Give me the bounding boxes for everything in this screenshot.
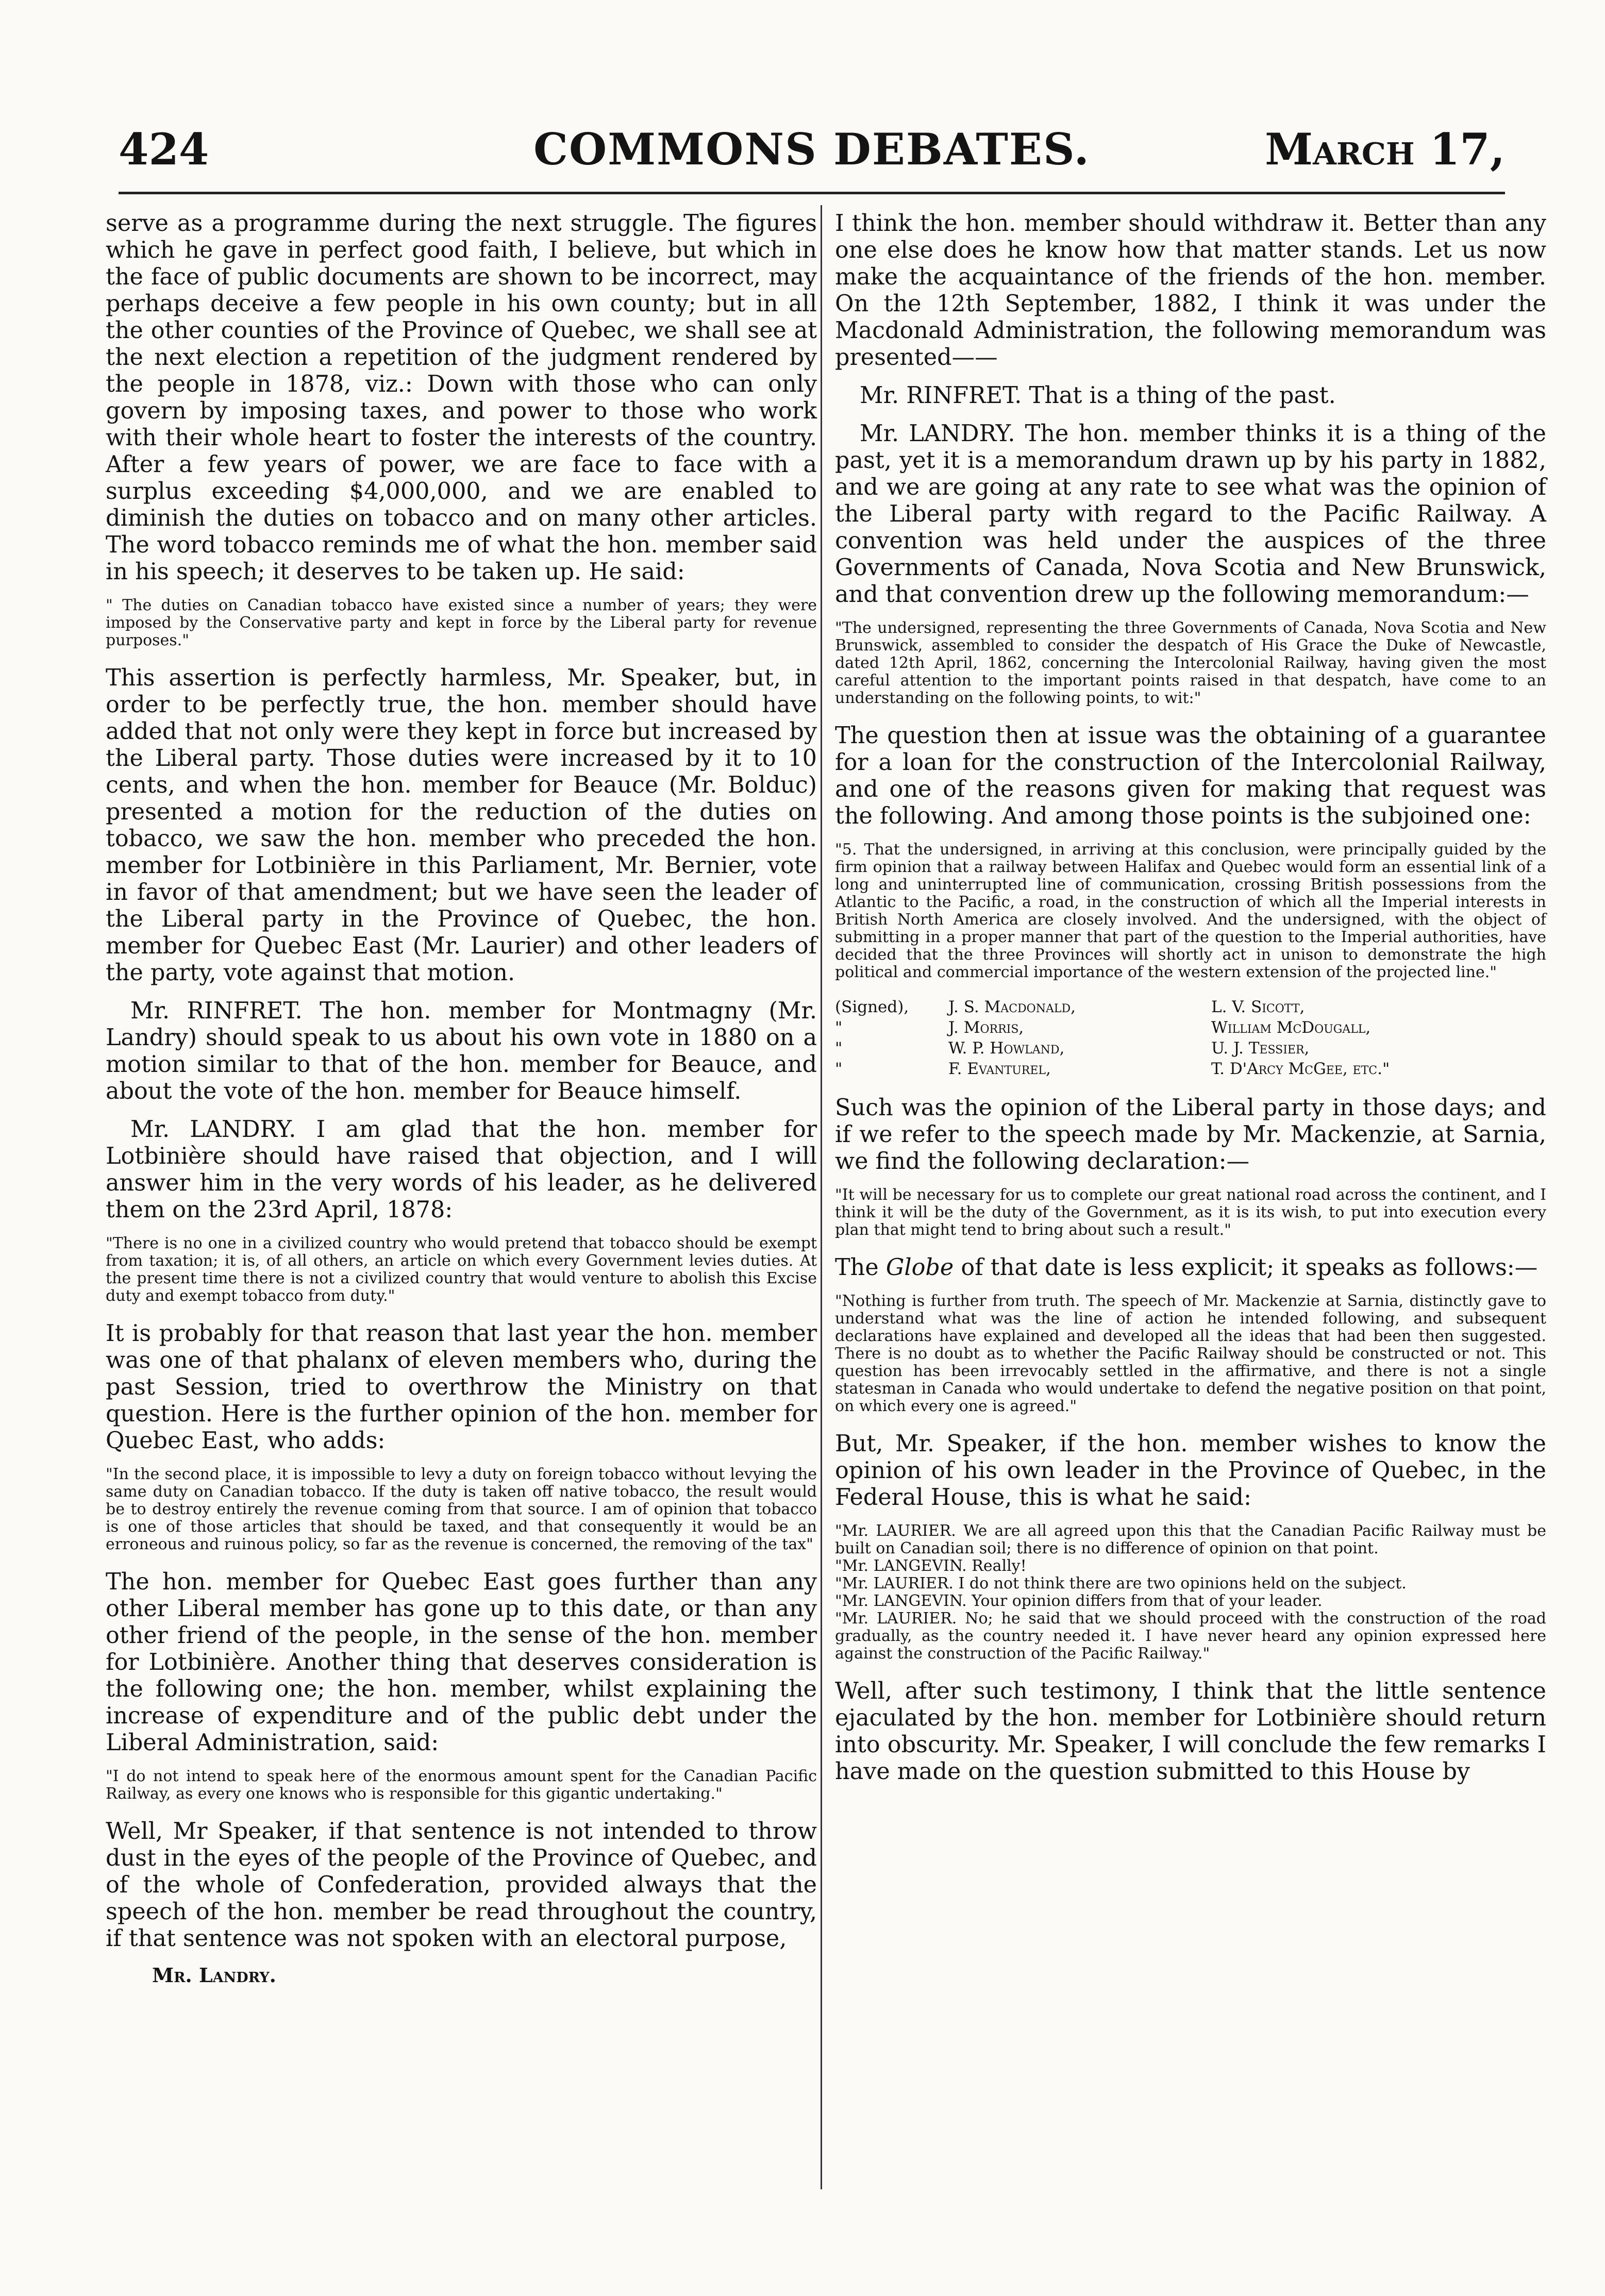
signature-right: U. J. Tessier, (1211, 1039, 1310, 1058)
paragraph: Well, after such testimony, I think that the little sentence ejaculated by the hon. member for Lotbinière should return into obscurity. Mr. Speaker, I will conclude the few remarks I have made on the question submitted to this House by (835, 1678, 1546, 1785)
paragraph: Mr. RINFRET. The hon. member for Montmagny (Mr. Landry) should speak to us about his own vote in 1880 on a motion similar to that of the hon. member for Beauce, and about the vote of the hon. member for Beauce himself. (106, 998, 817, 1104)
quotation: "There is no one in a civilized country who would pretend that tobacco should be exempt from taxation; it is, of all others, an article on which every Government levies duties. At the present time there is not a civilized country that would venture to abolish this Excise duty and exempt tobacco from duty." (106, 1234, 817, 1305)
signatures (835, 997, 1546, 1079)
signature-prefix: " (835, 1018, 843, 1037)
signature-left: J. S. Macdonald, (948, 998, 1076, 1016)
signature-table (835, 997, 1546, 1079)
dialogue-line: "Mr. LANGEVIN. Really! (835, 1557, 1027, 1575)
quotation: "It will be necessary for us to complete our great national road across the continent, and I think it will be the duty of the Government, as it is its wish, to put into execution every plan that might tend to bring about such a result." (835, 1186, 1546, 1239)
paragraph: This assertion is perfectly harmless, Mr. Speaker, but, in order to be perfectly true, the hon. member should have added that not only were they kept in force but increased by the Liberal party. Those duties were increased by it to 10 cents, and when the hon. member for Beauce (Mr. Bolduc) presented a motion for the reduction of the duties on tobacco, we saw the hon. member who preceded the hon. member for Lotbinière in this Parliament, Mr. Bernier, vote in favor of that amendment; but we have seen the leader of the Liberal party in the Province of Quebec, the hon. member for Quebec East (Mr. Laurier) and other leaders of the party, vote against that motion. (106, 665, 817, 986)
paragraph: I think the hon. member should withdraw it. Better than any one else does he know how that matter stands. Let us now make the acquaintance of the friends of the hon. member. On the 12th September, 1882, I think it was under the Macdonald Administration, the following memorandum was presented—— (835, 210, 1546, 371)
paragraph: serve as a programme during the next struggle. The figures which he gave in perfect good faith, I believe, but which in the face of public documents are shown to be incorrect, may perhaps deceive a few people in his own county; but in all the other counties of the Province of Quebec, we shall see at the next election a repetition of the judgment rendered by the people in 1878, viz.: Down with those who can only govern by imposing taxes, and power to those who work with their whole heart to foster the interests of the country. After a few years of power, we are face to face with a surplus exceeding $4,000,000, and we are enabled to diminish the duties on tobacco and on many other articles. The word tobacco reminds me of what the hon. member said in his speech; it deserves to be taken up. He said: (106, 210, 817, 585)
paragraph: Mr. LANDRY. I am glad that the hon. member for Lotbinière should have raised that objection, and I will answer him in the very words of his leader, as he delivered them on the 23rd April, 1878: (106, 1116, 817, 1223)
column-divider (821, 205, 822, 2189)
dialogue-line: "Mr. LAURIER. We are all agreed upon this that the Canadian Pacific Railway must be built on Canadian soil; there is no difference of opinion on that point. (835, 1522, 1546, 1557)
signature-prefix: " (835, 1039, 843, 1058)
text-run: of that date is less explicit; it speaks as follows:— (954, 1254, 1538, 1281)
left-column (106, 210, 817, 1987)
paragraph: Mr. LANDRY. The hon. member thinks it is a thing of the past, yet it is a memorandum drawn up by his party in 1882, and we are going at any rate to see what was the opinion of the Liberal party with regard to the Pacific Railway. A convention was held under the auspices of the three Governments of Canada, Nova Scotia and New Brunswick, and that convention drew up the following memorandum:— (835, 421, 1546, 608)
signature-right: T. D'Arcy McGee, etc." (1211, 1060, 1390, 1078)
paragraph: Such was the opinion of the Liberal party in those days; and if we refer to the speech made by Mr. Mackenzie, at Sarnia, we find the following declaration:— (835, 1095, 1546, 1175)
signature-prefix: (Signed), (835, 998, 909, 1016)
dialogue-line: "Mr. LAURIER. No; he said that we should proceed with the construction of the road gradually, as the country needed it. I have never heard any opinion expressed here against the construction of the Pacific Railway." (835, 1610, 1546, 1663)
paragraph: The question then at issue was the obtaining of a guarantee for a loan for the construction of the Intercolonial Railway, and one of the reasons given for making that request was the following. And among those points is the subjoined one: (835, 723, 1546, 829)
paragraph: It is probably for that reason that last year the hon. member was one of that phalanx of eleven members who, during the past Session, tried to overthrow the Ministry on that question. Here is the further opinion of the hon. member for Quebec East, who adds: (106, 1320, 817, 1454)
signature-left: W. P. Howland, (948, 1039, 1065, 1058)
signature-left: F. Evanturel, (948, 1060, 1051, 1078)
quotation: "The undersigned, representing the three Governments of Canada, Nova Scotia and New Brunswick, assembled to consider the despatch of His Grace the Duke of Newcastle, dated 12th April, 1862, concerning the Intercolonial Railway, having given the most careful attention to the important points raised in that despatch, have come to an understanding on the following points, to wit:" (835, 619, 1546, 707)
page-title: COMMONS DEBATES. (533, 124, 1090, 175)
signature-right: William McDougall, (1211, 1018, 1371, 1037)
signature-row (835, 1017, 1546, 1038)
page-header (119, 124, 1505, 186)
paragraph: Well, Mr Speaker, if that sentence is not intended to throw dust in the eyes of the people of the Province of Quebec, and of the whole of Confederation, provided always that the speech of the hon. member be read throughout the country, if that sentence was not spoken with an electoral purpose, (106, 1818, 817, 1952)
page-date: March 17, (1265, 124, 1505, 175)
signature-right: L. V. Sicott, (1211, 998, 1305, 1016)
paragraph: But, Mr. Speaker, if the hon. member wishes to know the opinion of his own leader in the Province of Quebec, in the Federal House, this is what he said: (835, 1431, 1546, 1511)
quotation: "5. That the undersigned, in arriving at this conclusion, were principally guided by the firm opinion that a railway between Halifax and Quebec would form an essential link of a long and uninterrupted line of communication, crossing British possessions from the Atlantic to the Pacific, a road, in the construction of which all the Imperial interests in British North America are closely involved. And the undersigned, with the object of submitting in a proper manner that part of the question to the Imperial authorities, have decided that the three Provinces will shortly act in unison to demonstrate the high political and commercial importance of the western extension of the projected line." (835, 841, 1546, 981)
quotation: "Nothing is further from truth. The speech of Mr. Mackenzie at Sarnia, distinctly gave to understand what was the line of action he intended following, and subsequent declarations have explained and developed all the ideas that had been then suggested. There is no doubt as to whether the Pacific Railway should be constructed or not. This question has been irrevocably settled in the affirmative, and there is not a single statesman in Canada who would undertake to defend the negative position on that point, on which every one is agreed." (835, 1292, 1546, 1415)
signature-row (835, 997, 1546, 1017)
dialogue-line: "Mr. LAURIER. I do not think there are two opinions held on the subject. (835, 1574, 1407, 1593)
newspaper-name: Globe (885, 1254, 954, 1281)
signature-prefix: " (835, 1060, 843, 1078)
dialogue-line: "Mr. LANGEVIN. Your opinion differs from that of your leader. (835, 1592, 1323, 1610)
header-rule (119, 192, 1505, 194)
paragraph: Mr. RINFRET. That is a thing of the past. (860, 382, 1336, 409)
text-run: The (835, 1254, 886, 1281)
footer-speaker-name: Mr. Landry. (152, 1964, 276, 1987)
right-column (835, 210, 1546, 1797)
quotation: "I do not intend to speak here of the enormous amount spent for the Canadian Pacific Railway, as every one knows who is responsible for this gigantic undertaking." (106, 1767, 817, 1803)
quotation: " The duties on Canadian tobacco have existed since a number of years; they were imposed by the Conservative party and kept in force by the Liberal party for revenue purposes." (106, 596, 817, 649)
page-number: 424 (119, 124, 209, 175)
signature-row (835, 1038, 1546, 1059)
dialogue-quotation (835, 1522, 1546, 1663)
quotation: "In the second place, it is impossible to levy a duty on foreign tobacco without levying the same duty on Canadian tobacco. If the duty is taken off native tobacco, the result would be to destroy entirely the revenue coming from that source. I am of opinion that tobacco is one of those articles that should be taxed, and that consequently it would be an erroneous and ruinous policy, so far as the revenue is concerned, the removing of the tax" (106, 1465, 817, 1553)
paragraph: The hon. member for Quebec East goes further than any other Liberal member has gone up to this date, or than any other friend of the people, in the sense of the hon. member for Lotbinière. Another thing that deserves consideration is the following one; the hon. member, whilst explaining the increase of expenditure and of the public debt under the Liberal Administration, said: (106, 1569, 817, 1756)
paragraph (835, 1254, 1546, 1281)
signature-row (835, 1059, 1546, 1079)
signature-left: J. Morris, (948, 1018, 1024, 1037)
